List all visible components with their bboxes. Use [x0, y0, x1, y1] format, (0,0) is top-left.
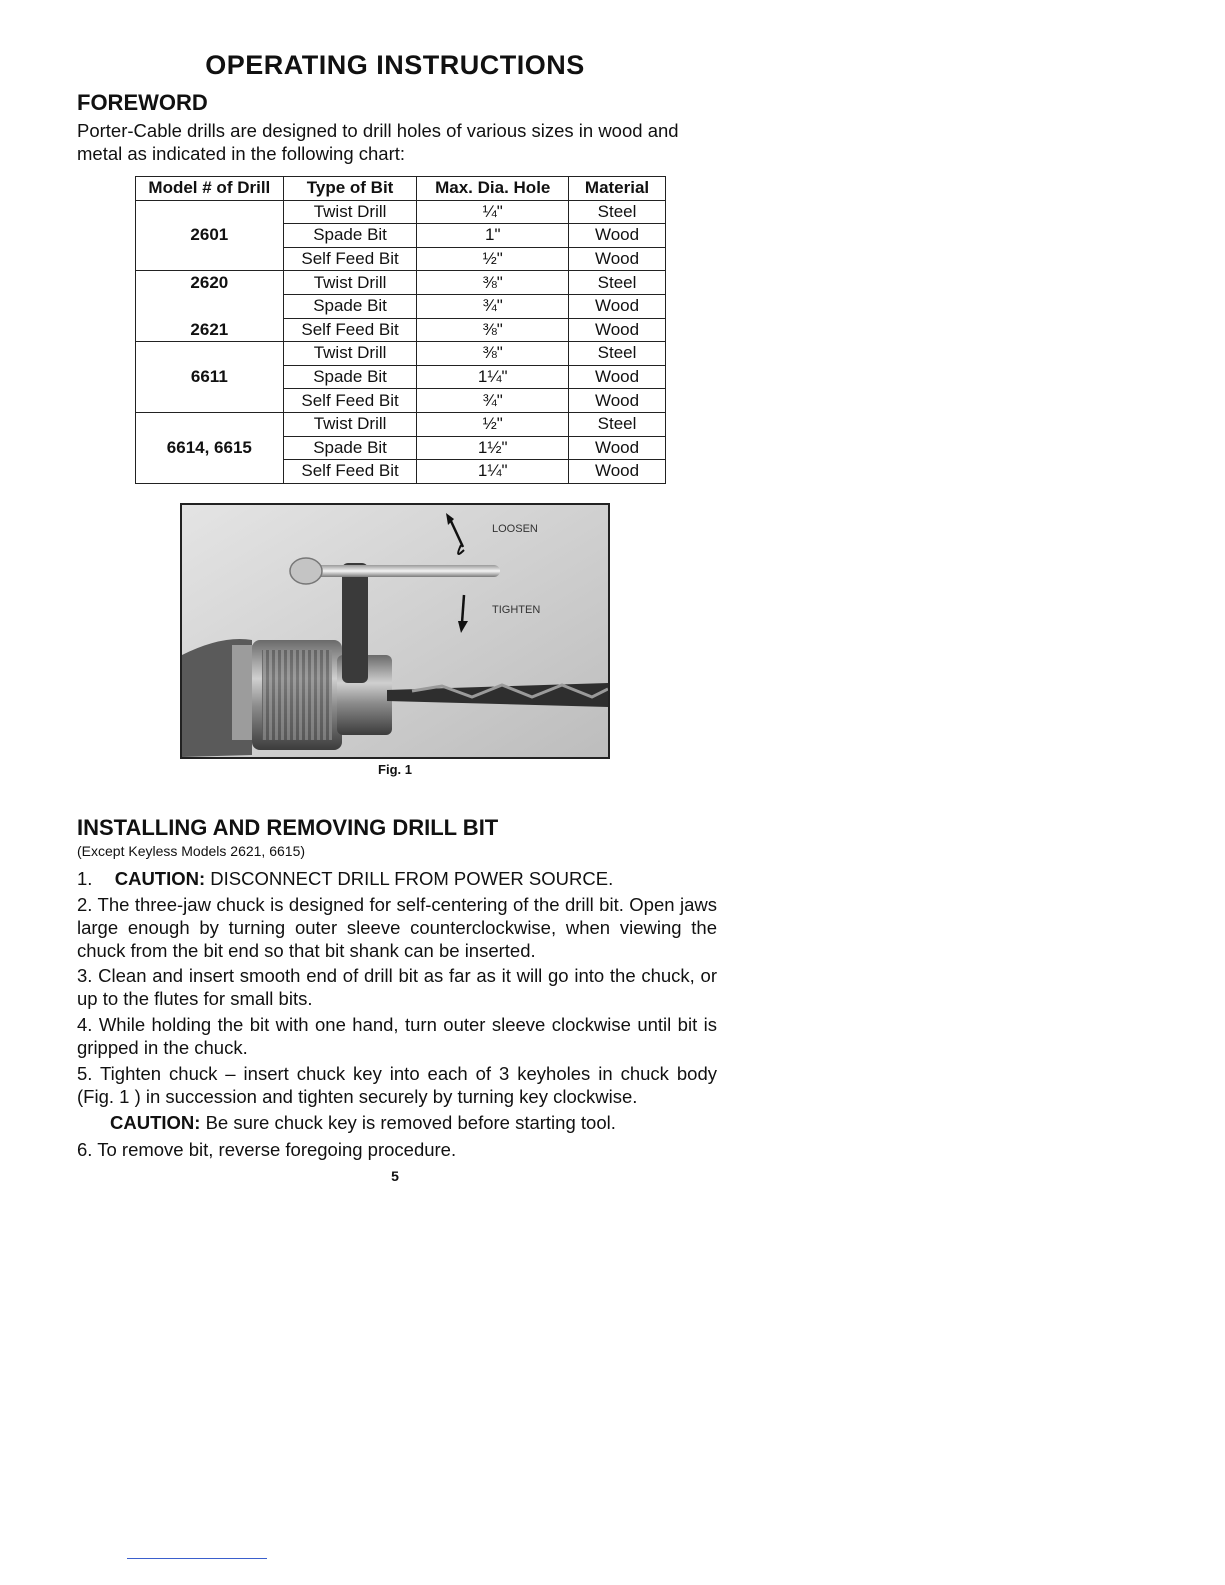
- step-1-text: DISCONNECT DRILL FROM POWER SOURCE.: [210, 868, 614, 889]
- material-cell: Steel: [569, 200, 666, 224]
- step-2: 2. The three-jaw chuck is designed for self-centering of the drill bit. Open jaws large enough by turning outer sleeve counterclockwise, when viewing the chuck from the bit end so that bit shank can be inserted.: [77, 894, 717, 961]
- model-cell: [136, 200, 284, 224]
- dia-cell: ⅜": [417, 342, 569, 366]
- table-row: [136, 460, 666, 484]
- material-cell: Steel: [569, 342, 666, 366]
- page-title: OPERATING INSTRUCTIONS: [205, 50, 585, 80]
- installing-subheading: (Except Keyless Models 2621, 6615): [77, 843, 306, 859]
- dia-cell: ¼": [417, 200, 569, 224]
- bit-cell: Twist Drill: [283, 200, 417, 224]
- table-row: [136, 271, 666, 295]
- model-cell: [136, 389, 284, 413]
- drill-chart-table: [135, 176, 666, 484]
- model-cell: 2621: [136, 318, 284, 342]
- caution-text: Be sure chuck key is removed before starting tool.: [205, 1112, 616, 1133]
- model-cell: 2620: [136, 271, 284, 295]
- foreword-heading: FOREWORD: [77, 90, 208, 115]
- material-cell: Wood: [569, 365, 666, 389]
- header-model: Model # of Drill: [136, 177, 284, 201]
- dia-cell: ⅜": [417, 318, 569, 342]
- chuck-key-illustration: [182, 505, 608, 757]
- model-cell: [136, 412, 284, 436]
- bit-cell: Twist Drill: [283, 342, 417, 366]
- material-cell: Steel: [569, 412, 666, 436]
- header-dia: Max. Dia. Hole: [417, 177, 569, 201]
- table-row: [136, 412, 666, 436]
- bottom-rule: [127, 1558, 267, 1559]
- bit-cell: Spade Bit: [283, 436, 417, 460]
- material-cell: Wood: [569, 389, 666, 413]
- table-row: [136, 200, 666, 224]
- installing-heading: INSTALLING AND REMOVING DRILL BIT: [77, 815, 499, 840]
- bit-cell: Spade Bit: [283, 224, 417, 248]
- material-cell: Wood: [569, 247, 666, 271]
- material-cell: Wood: [569, 224, 666, 248]
- table-row: [136, 389, 666, 413]
- model-cell: [136, 247, 284, 271]
- step-4: 4. While holding the bit with one hand, turn outer sleeve clockwise until bit is gripped in the chuck.: [77, 1014, 717, 1058]
- model-cell: 6611: [136, 365, 284, 389]
- table-row: [136, 247, 666, 271]
- table-header-row: [136, 177, 666, 201]
- model-cell: [136, 294, 284, 318]
- dia-cell: 1¼": [417, 365, 569, 389]
- header-bit: Type of Bit: [283, 177, 417, 201]
- step-1: [77, 867, 717, 890]
- page-number: 5: [391, 1168, 399, 1184]
- material-cell: Steel: [569, 271, 666, 295]
- model-cell: [136, 342, 284, 366]
- step-1-caution-label: CAUTION:: [114, 868, 206, 889]
- table-row: [136, 318, 666, 342]
- dia-cell: ¾": [417, 389, 569, 413]
- table-row: [136, 365, 666, 389]
- dia-cell: 1¼": [417, 460, 569, 484]
- bit-cell: Spade Bit: [283, 365, 417, 389]
- dia-cell: ½": [417, 412, 569, 436]
- bit-cell: Spade Bit: [283, 294, 417, 318]
- tighten-label: TIGHTEN: [492, 604, 541, 616]
- step-1-number: 1.: [77, 868, 93, 889]
- step-3: 3. Clean and insert smooth end of drill bit as far as it will go into the chuck, or up to the flutes for small bits.: [77, 965, 717, 1009]
- dia-cell: 1½": [417, 436, 569, 460]
- dia-cell: ½": [417, 247, 569, 271]
- material-cell: Wood: [569, 436, 666, 460]
- loosen-label: LOOSEN: [492, 523, 538, 535]
- dia-cell: ⅜": [417, 271, 569, 295]
- bit-cell: Twist Drill: [283, 412, 417, 436]
- step-6: 6. To remove bit, reverse foregoing procedure.: [77, 1139, 457, 1160]
- material-cell: Wood: [569, 318, 666, 342]
- header-material: Material: [569, 177, 666, 201]
- table-row: [136, 294, 666, 318]
- caution-note: [77, 1111, 750, 1134]
- dia-cell: ¾": [417, 294, 569, 318]
- bit-cell: Self Feed Bit: [283, 318, 417, 342]
- caution-label: CAUTION:: [110, 1112, 201, 1133]
- figure-chuck-key-photo: [180, 503, 610, 759]
- figure-caption: Fig. 1: [378, 762, 412, 777]
- bit-cell: Self Feed Bit: [283, 389, 417, 413]
- table-row: [136, 224, 666, 248]
- material-cell: Wood: [569, 460, 666, 484]
- model-cell: 6614, 6615: [136, 436, 284, 460]
- bit-cell: Self Feed Bit: [283, 247, 417, 271]
- model-cell: 2601: [136, 224, 284, 248]
- bit-cell: Twist Drill: [283, 271, 417, 295]
- table-row: [136, 342, 666, 366]
- step-5: 5. Tighten chuck – insert chuck key into each of 3 keyholes in chuck body (Fig. 1 ) in succession and tighten securely by turning key clockwise.: [77, 1063, 717, 1107]
- model-cell: [136, 460, 284, 484]
- foreword-text: Porter-Cable drills are designed to drill holes of various sizes in wood and metal as indicated in the following chart:: [77, 120, 679, 164]
- table-row: [136, 436, 666, 460]
- dia-cell: 1": [417, 224, 569, 248]
- material-cell: Wood: [569, 294, 666, 318]
- bit-cell: Self Feed Bit: [283, 460, 417, 484]
